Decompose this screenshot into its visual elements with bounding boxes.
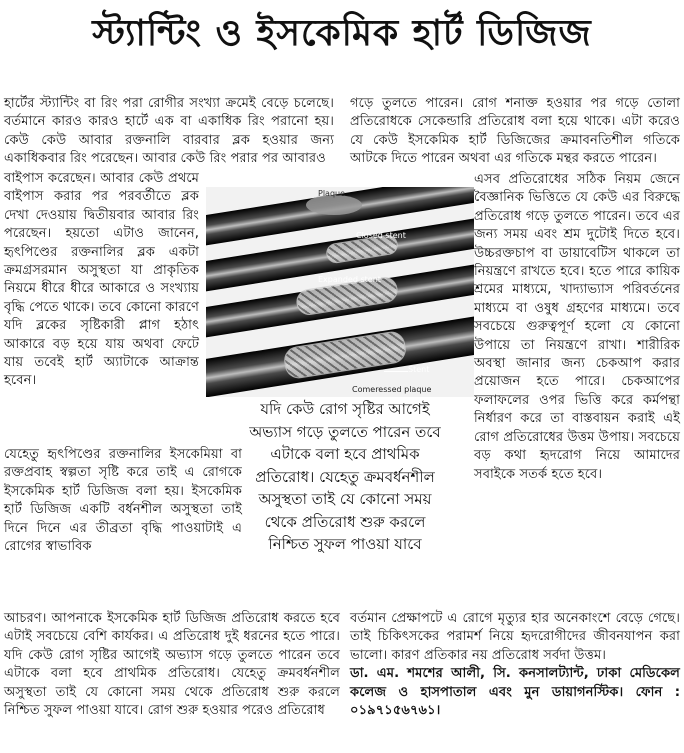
paragraph: বর্তমান প্রেক্ষাপটে এ রোগে মৃত্যুর হার অনেকাংশে বেড়ে গেছে। তাই চিকিৎসকের পরামর্শ নিয়ে হৃদরোগীদের জীবনযাপন করা ভালো। কারণ প্রতিকার নয় প্রতিরোধ সর্বদা উত্তম। <box>350 611 680 663</box>
paragraph: হার্টের স্ট্যান্টিং বা রিং পরা রোগীর সংখ্যা ক্রমেই বেড়ে চলেছে। বর্তমানে কারও কারও হার্টে এক বা একাধিক রিং পরানো হয়। কেউ কেউ আবার রক্তনালি বারবার ব্লক হওয়ার জন্য একাধিকবার রিং পরেছেন। আবার কেউ রিং পরার পর আবারও <box>4 96 334 167</box>
plaque-shape <box>306 195 362 215</box>
article-column-right-bottom <box>350 610 680 720</box>
article-column-left-bottom <box>4 610 340 720</box>
article-column-left-top <box>4 95 334 169</box>
article-column-right-mid <box>474 171 680 484</box>
label-closed-stent: Closed stent <box>356 231 406 240</box>
headline: স্ট্যান্টিং ও ইসকেমিক হার্ট ডিজিজ <box>92 13 592 54</box>
label-stent: Stent <box>408 365 430 374</box>
label-compressed-plaque: Comeressed plaque <box>352 385 432 394</box>
article-column-right-top <box>350 95 680 169</box>
paragraph: আচরণ। আপনাকে ইসকেমিক হার্ট ডিজিজ প্রতিরোধ করতে হবে এটাই সবচেয়ে বেশি কার্যকর। এ প্রতিরোধ দুই ধরনের হতে পারে। যদি কেউ রোগ সৃষ্টির আগেই অভ্যাস গড়ে তুলতে পারেন তবে এটাকে বলা হবে প্রাথমিক প্রতিরোধ। যেহেতু ক্রমবর্ধনশীল অসুস্থতা তাই যে কোনো সময় থেকে প্রতিরোধ শুরু করলে নিশ্চিত সুফল পাওয়া যাবে। রোগ শুরু হওয়ার পরেও প্রতিরোধ <box>4 611 340 719</box>
article-column-left-low <box>4 446 242 556</box>
label-leader-line <box>384 371 408 372</box>
author-byline: ডা. এম. শমশের আলী, সি. কনসালট্যান্ট, ঢাকা মেডিকেল কলেজ ও হাসপাতাল এবং মুন ডায়াগনস্টিক। ফোন : ০১৯৭১৫৬৭৬১। <box>350 666 680 719</box>
label-plaque: Plaque <box>318 189 346 198</box>
pull-quote: যদি কেউ রোগ সৃষ্টির আগেই অভ্যাস গড়ে তুলতে পারেন তবে এটাকে বলা হবে প্রাথমিক প্রতিরোধ। যেহেতু ক্রমবর্ধনশীল অসুস্থতা তাই যে কোনো সময় থেকে প্রতিরোধ শুরু করলে নিশ্চিত সুফল পাওয়া যাবে <box>249 400 441 553</box>
article-column-left-mid <box>4 170 199 391</box>
paragraph: যেহেতু হৃৎপিণ্ডের রক্তনালির ইসকেমিয়া বা রক্তপ্রবাহ স্বল্পতা সৃষ্টি করে তাই এ রোগকে ইসকেমিক হার্ট ডিজিজ বলা হয়। ইসকেমিক হার্ট ডিজিজ একটি বর্ধনশীল অসুস্থতা তাই দিনে দিনে এর তীব্রতা বৃদ্ধি পাওয়াটাই এ রোগের স্বাভাবিক <box>4 447 242 555</box>
label-expanded-stent: Expanded stent <box>318 275 381 284</box>
paragraph: বাইপাস করেছেন। আবার কেউ প্রথমে বাইপাস করার পর পরবর্তীতে ব্লক দেখা দেওয়ায় দ্বিতীয়বার আবার রিং পরেছেন। হয়তো এটাও জানেন, হৃৎপিণ্ডের রক্তনালির ব্লক একটা ক্রমগ্রসরমান অসুস্থতা যা প্রাকৃতিক নিয়মে ধীরে ধীরে আকারে ও সংখ্যায় বৃদ্ধি পেতে থাকে। তবে কোনো কারণে যদি ব্লকের সৃষ্টিকারী প্লাগ হঠাৎ আকারে বড় হয়ে যায় অথবা ফেটে যায় তবেই হার্ট অ্যাটাকে আক্রান্ত হবেন। <box>4 171 199 389</box>
paragraph: গড়ে তুলতে পারেন। রোগ শনাক্ত হওয়ার পর গড়ে তোলা প্রতিরোধকে সেকেন্ডারি প্রতিরোধ বলা হয়ে থাকে। এটা করেও যে কেউ ইসকেমিক হার্ট ডিজিজের ক্রমাবনতিশীল গতিকে আটকে দিতে পারেন অথবা এর গতিকে মন্থর করতে পারেন। <box>350 96 680 167</box>
paragraph: এসব প্রতিরোধের সঠিক নিয়ম জেনে বৈজ্ঞানিক ভিত্তিতে যে কেউ এর বিরুদ্ধে প্রতিরোধ গড়ে তুলতে পারেন। তবে এর জন্য সময় এবং শ্রম দুটোই দিতে হবে। উচ্চরক্তচাপ বা ডায়াবেটিস থাকলে তা নিয়ন্ত্রণে রাখতে হবে। হতে পারে কায়িক শ্রমের মাধ্যমে, খাদ্যাভ্যাস পরিবর্তনের মাধ্যমে বা ওষুধ গ্রহণের মাধ্যমে। তবে সবচেয়ে গুরুত্বপূর্ণ হলো যে কোনো উপায়ে তা নিয়ন্ত্রণে রাখা। শারীরিক অবস্থা জানার জন্য চেকআপ করার প্রয়োজন হতে পারে। চেকআপের ফলাফলের ওপর ভিত্তি করে কর্মপন্থা নির্ধারণ করে তা বাস্তবায়ন করাই এই রোগ প্রতিরোধের উত্তম উপায়। সবচেয়ে বড় কথা হৃদরোগ নিয়ে আমাদের সবাইকে সতর্ক হতে হবে। <box>474 172 680 482</box>
stent-illustration <box>206 187 474 397</box>
